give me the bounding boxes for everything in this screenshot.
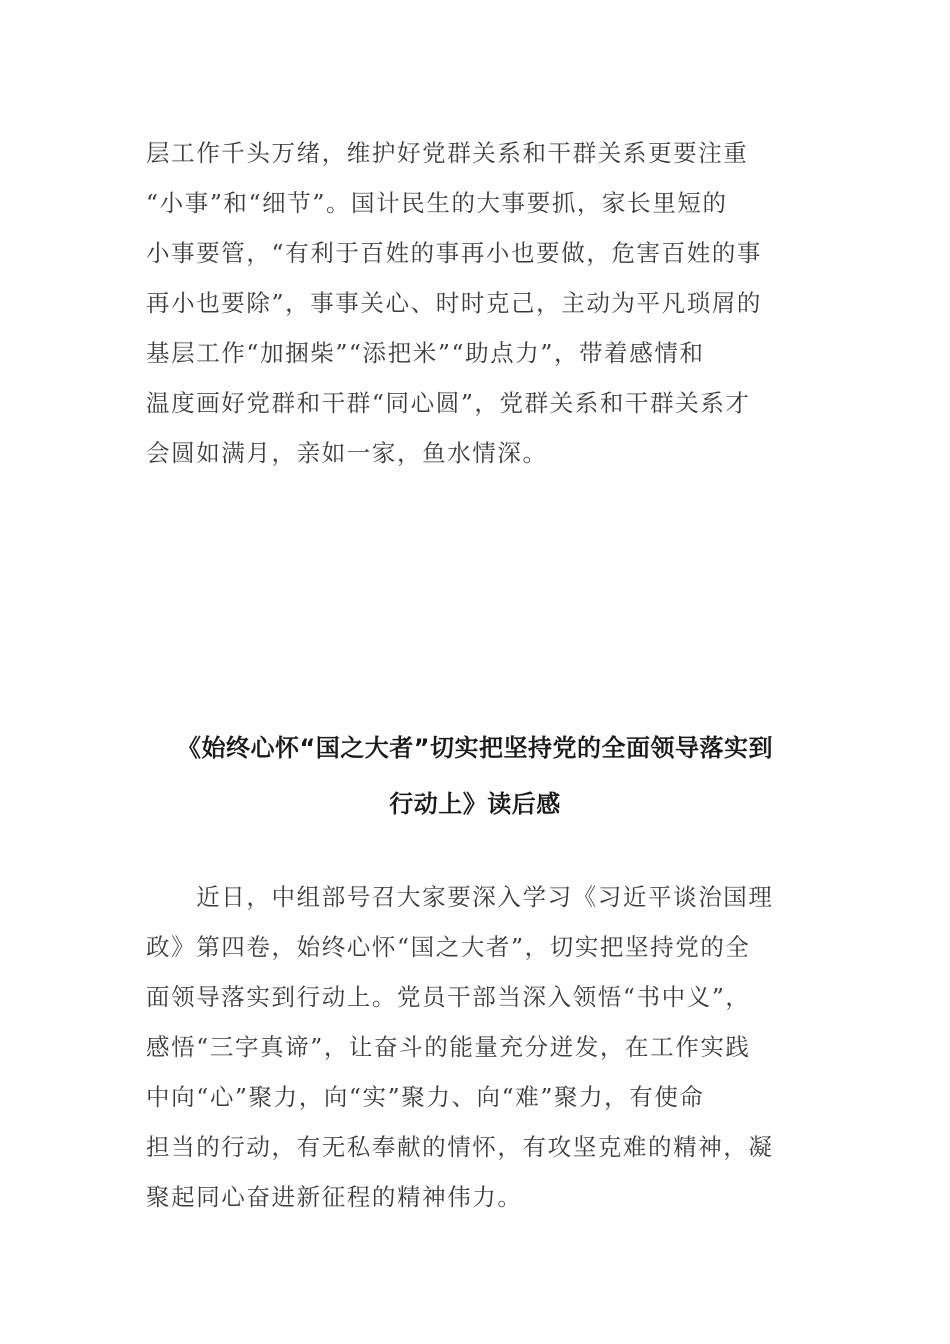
article-title	[120, 720, 830, 832]
text-line: 会圆如满月，亲如一家，鱼水情深。	[146, 439, 548, 467]
paragraph-continuation	[146, 128, 786, 478]
title-line: 行动上》读后感	[389, 790, 561, 818]
text-line: 政》第四卷，始终心怀“国之大者”，切实把坚持党的全	[146, 933, 751, 961]
title-line: 《始终心怀“国之大者”切实把坚持党的全面领导落实到	[176, 734, 774, 762]
text-line: 担当的行动，有无私奉献的情怀，有攻坚克难的精神，凝	[146, 1133, 774, 1161]
text-line: 温度画好党群和干群“同心圆”，党群关系和干群关系才	[146, 389, 751, 417]
text-line: 聚起同心奋进新征程的精神伟力。	[146, 1183, 523, 1211]
text-line: 基层工作“加捆柴”“添把米”“助点力”，带着感情和	[146, 339, 705, 367]
text-line: “小事”和“细节”。国计民生的大事要抓，家长里短的	[146, 189, 728, 217]
text-line: 近日，中组部号召大家要深入学习《习近平谈治国理	[146, 883, 774, 911]
text-line: 中向“心”聚力，向“实”聚力、向“难”聚力，有使命	[146, 1083, 705, 1111]
text-line: 小事要管，“有利于百姓的事再小也要做，危害百姓的事	[146, 239, 763, 267]
paragraph-body	[146, 872, 786, 1222]
text-line: 层工作千头万绪，维护好党群关系和干群关系更要注重	[146, 139, 749, 167]
text-line: 面领导落实到行动上。党员干部当深入领悟“书中义”，	[146, 983, 751, 1011]
text-line: 再小也要除”，事事关心、时时克己，主动为平凡琐屑的	[146, 289, 763, 317]
text-line: 感悟“三字真谛”，让奋斗的能量充分迸发，在工作实践	[146, 1033, 751, 1061]
